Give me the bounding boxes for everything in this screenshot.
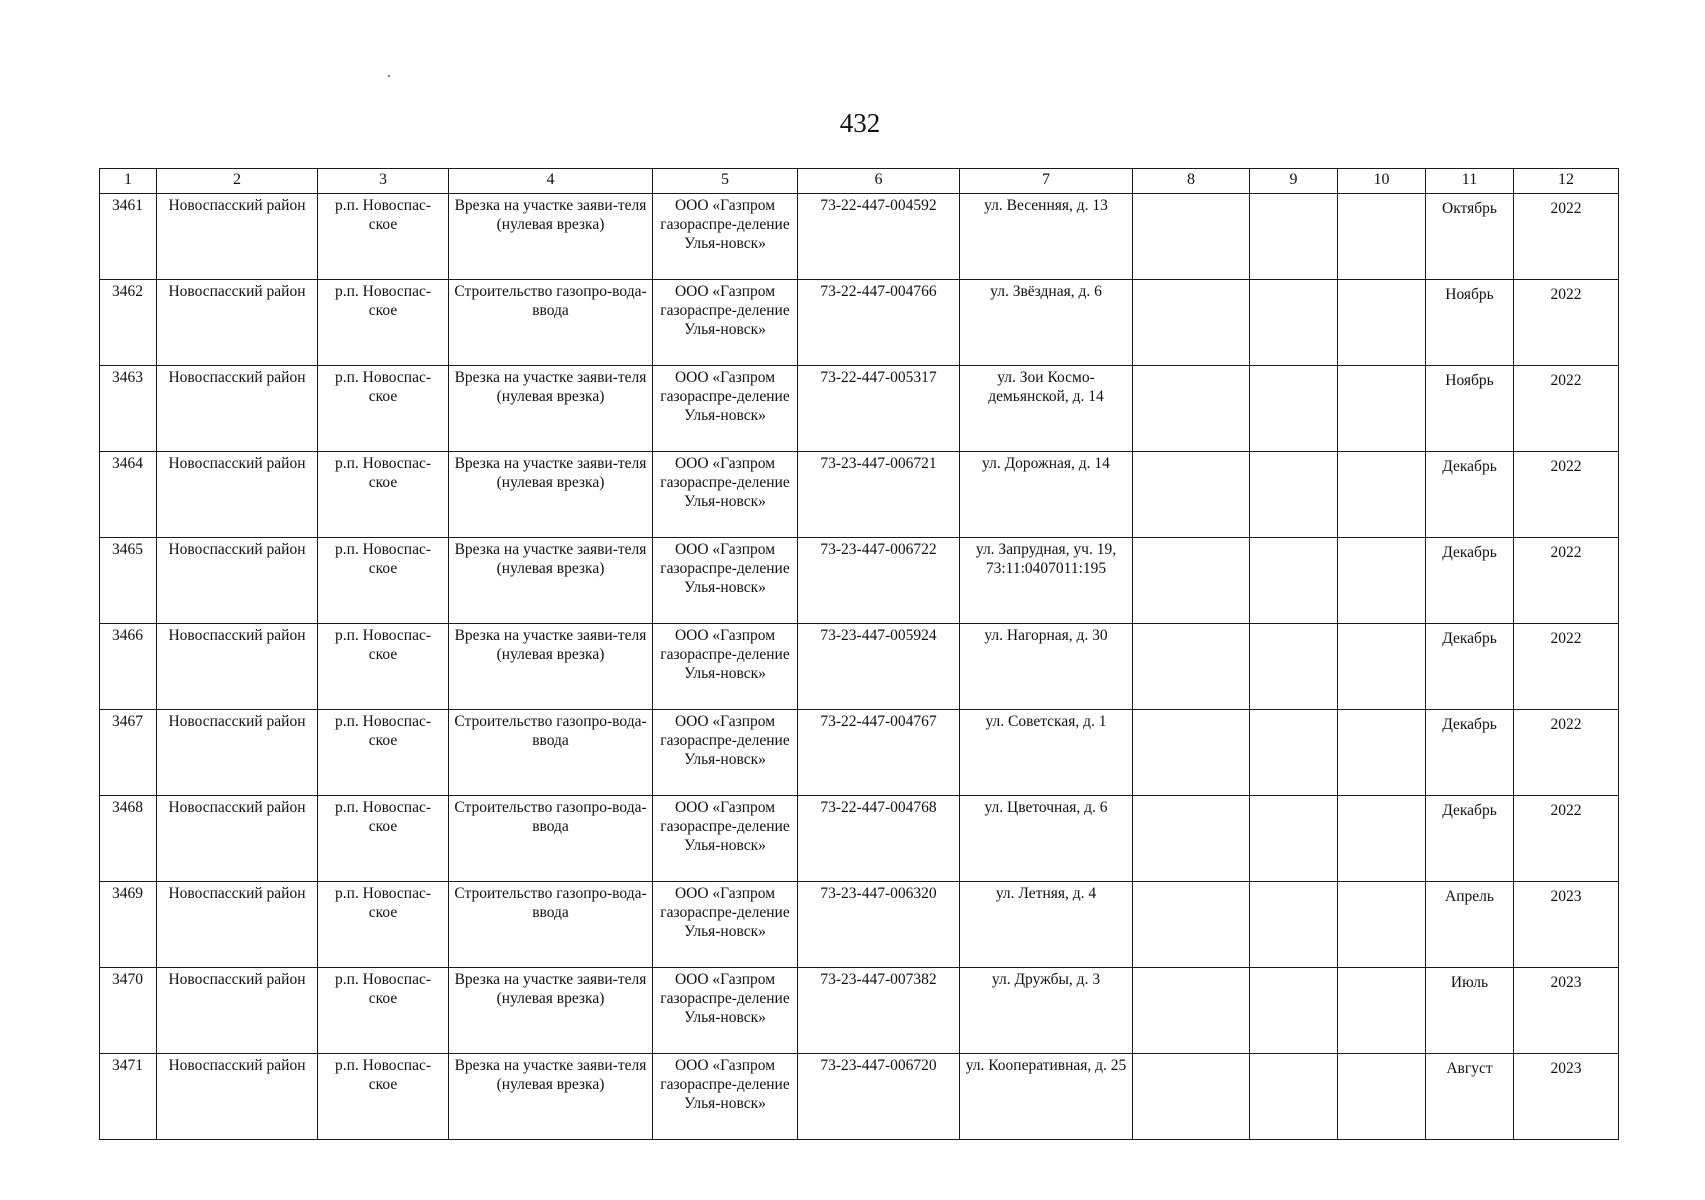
locality-cell: р.п. Новоспас-ское — [318, 194, 449, 280]
column-8-cell — [1133, 538, 1250, 624]
address-cell: ул. Звёздная, д. 6 — [960, 280, 1133, 366]
row-number: 3467 — [100, 710, 157, 796]
month-cell: Декабрь — [1426, 796, 1514, 882]
column-8-cell — [1133, 624, 1250, 710]
work-type-cell: Врезка на участке заяви-теля (нулевая врезка) — [449, 1054, 653, 1140]
object-code-cell: 73-23-447-007382 — [798, 968, 960, 1054]
column-10-cell — [1338, 366, 1426, 452]
table-row — [100, 194, 1619, 280]
row-number: 3463 — [100, 366, 157, 452]
year-cell: 2023 — [1514, 968, 1619, 1054]
column-8-cell — [1133, 366, 1250, 452]
table-row — [100, 280, 1619, 366]
locality-cell: р.п. Новоспас-ское — [318, 280, 449, 366]
column-9-cell — [1250, 452, 1338, 538]
address-cell: ул. Кооперативная, д. 25 — [960, 1054, 1133, 1140]
month-cell: Апрель — [1426, 882, 1514, 968]
column-8-cell — [1133, 194, 1250, 280]
district-cell: Новоспасский район — [157, 710, 318, 796]
object-code-cell: 73-22-447-004592 — [798, 194, 960, 280]
column-9-cell — [1250, 538, 1338, 624]
table-row — [100, 796, 1619, 882]
work-type-cell: Врезка на участке заяви-теля (нулевая врезка) — [449, 452, 653, 538]
work-type-cell: Врезка на участке заяви-теля (нулевая врезка) — [449, 538, 653, 624]
column-10-cell — [1338, 1054, 1426, 1140]
row-number: 3465 — [100, 538, 157, 624]
column-header-7: 7 — [960, 169, 1133, 194]
column-header-12: 12 — [1514, 169, 1619, 194]
work-type-cell: Строительство газопро-вода-ввода — [449, 710, 653, 796]
organization-cell: ООО «Газпром газораспре-деление Улья-новск» — [653, 538, 798, 624]
district-cell: Новоспасский район — [157, 968, 318, 1054]
locality-cell: р.п. Новоспас-ское — [318, 1054, 449, 1140]
locality-cell: р.п. Новоспас-ское — [318, 968, 449, 1054]
column-10-cell — [1338, 194, 1426, 280]
month-cell: Декабрь — [1426, 624, 1514, 710]
district-cell: Новоспасский район — [157, 624, 318, 710]
object-code-cell: 73-23-447-005924 — [798, 624, 960, 710]
organization-cell: ООО «Газпром газораспре-деление Улья-новск» — [653, 882, 798, 968]
register-table — [99, 168, 1619, 1140]
organization-cell: ООО «Газпром газораспре-деление Улья-новск» — [653, 624, 798, 710]
column-9-cell — [1250, 366, 1338, 452]
column-header-1: 1 — [100, 169, 157, 194]
column-8-cell — [1133, 968, 1250, 1054]
object-code-cell: 73-23-447-006320 — [798, 882, 960, 968]
column-10-cell — [1338, 968, 1426, 1054]
address-cell: ул. Цветочная, д. 6 — [960, 796, 1133, 882]
work-type-cell: Врезка на участке заяви-теля (нулевая врезка) — [449, 968, 653, 1054]
object-code-cell: 73-23-447-006721 — [798, 452, 960, 538]
row-number: 3468 — [100, 796, 157, 882]
row-number: 3466 — [100, 624, 157, 710]
locality-cell: р.п. Новоспас-ское — [318, 882, 449, 968]
object-code-cell: 73-22-447-004766 — [798, 280, 960, 366]
row-number: 3469 — [100, 882, 157, 968]
table-row — [100, 452, 1619, 538]
work-type-cell: Строительство газопро-вода-ввода — [449, 280, 653, 366]
address-cell: ул. Зои Космо-демьянской, д. 14 — [960, 366, 1133, 452]
organization-cell: ООО «Газпром газораспре-деление Улья-новск» — [653, 280, 798, 366]
object-code-cell: 73-22-447-004768 — [798, 796, 960, 882]
table-row — [100, 968, 1619, 1054]
row-number: 3464 — [100, 452, 157, 538]
organization-cell: ООО «Газпром газораспре-деление Улья-новск» — [653, 194, 798, 280]
table-body — [100, 194, 1619, 1140]
object-code-cell: 73-23-447-006720 — [798, 1054, 960, 1140]
district-cell: Новоспасский район — [157, 452, 318, 538]
organization-cell: ООО «Газпром газораспре-деление Улья-новск» — [653, 366, 798, 452]
header-row — [100, 169, 1619, 194]
year-cell: 2022 — [1514, 280, 1619, 366]
table-row — [100, 882, 1619, 968]
object-code-cell: 73-22-447-005317 — [798, 366, 960, 452]
column-9-cell — [1250, 1054, 1338, 1140]
column-8-cell — [1133, 1054, 1250, 1140]
column-10-cell — [1338, 710, 1426, 796]
work-type-cell: Строительство газопро-вода-ввода — [449, 882, 653, 968]
column-header-4: 4 — [449, 169, 653, 194]
district-cell: Новоспасский район — [157, 194, 318, 280]
month-cell: Декабрь — [1426, 538, 1514, 624]
column-9-cell — [1250, 624, 1338, 710]
year-cell: 2022 — [1514, 194, 1619, 280]
year-cell: 2022 — [1514, 796, 1619, 882]
locality-cell: р.п. Новоспас-ское — [318, 538, 449, 624]
locality-cell: р.п. Новоспас-ское — [318, 452, 449, 538]
table-row — [100, 1054, 1619, 1140]
year-cell: 2022 — [1514, 366, 1619, 452]
column-10-cell — [1338, 796, 1426, 882]
work-type-cell: Строительство газопро-вода-ввода — [449, 796, 653, 882]
month-cell: Декабрь — [1426, 710, 1514, 796]
organization-cell: ООО «Газпром газораспре-деление Улья-новск» — [653, 1054, 798, 1140]
column-header-11: 11 — [1426, 169, 1514, 194]
column-header-3: 3 — [318, 169, 449, 194]
district-cell: Новоспасский район — [157, 882, 318, 968]
table-row — [100, 710, 1619, 796]
address-cell: ул. Запрудная, уч. 19, 73:11:0407011:195 — [960, 538, 1133, 624]
district-cell: Новоспасский район — [157, 796, 318, 882]
year-cell: 2023 — [1514, 882, 1619, 968]
locality-cell: р.п. Новоспас-ское — [318, 624, 449, 710]
column-8-cell — [1133, 280, 1250, 366]
column-10-cell — [1338, 538, 1426, 624]
month-cell: Август — [1426, 1054, 1514, 1140]
column-10-cell — [1338, 452, 1426, 538]
column-9-cell — [1250, 968, 1338, 1054]
table-row — [100, 366, 1619, 452]
district-cell: Новоспасский район — [157, 1054, 318, 1140]
column-header-5: 5 — [653, 169, 798, 194]
column-10-cell — [1338, 624, 1426, 710]
month-cell: Ноябрь — [1426, 366, 1514, 452]
address-cell: ул. Дорожная, д. 14 — [960, 452, 1133, 538]
column-header-8: 8 — [1133, 169, 1250, 194]
address-cell: ул. Дружбы, д. 3 — [960, 968, 1133, 1054]
row-number: 3461 — [100, 194, 157, 280]
year-cell: 2023 — [1514, 1054, 1619, 1140]
work-type-cell: Врезка на участке заяви-теля (нулевая врезка) — [449, 194, 653, 280]
column-9-cell — [1250, 796, 1338, 882]
column-header-9: 9 — [1250, 169, 1338, 194]
row-number: 3471 — [100, 1054, 157, 1140]
organization-cell: ООО «Газпром газораспре-деление Улья-новск» — [653, 452, 798, 538]
table-row — [100, 538, 1619, 624]
organization-cell: ООО «Газпром газораспре-деление Улья-новск» — [653, 796, 798, 882]
page-number: 432 — [839, 108, 881, 138]
column-9-cell — [1250, 280, 1338, 366]
month-cell: Июль — [1426, 968, 1514, 1054]
column-8-cell — [1133, 452, 1250, 538]
district-cell: Новоспасский район — [157, 280, 318, 366]
column-10-cell — [1338, 882, 1426, 968]
column-9-cell — [1250, 710, 1338, 796]
month-cell: Декабрь — [1426, 452, 1514, 538]
address-cell: ул. Советская, д. 1 — [960, 710, 1133, 796]
address-cell: ул. Летняя, д. 4 — [960, 882, 1133, 968]
column-10-cell — [1338, 280, 1426, 366]
year-cell: 2022 — [1514, 710, 1619, 796]
district-cell: Новоспасский район — [157, 366, 318, 452]
table-header — [100, 169, 1619, 194]
month-cell: Ноябрь — [1426, 280, 1514, 366]
object-code-cell: 73-23-447-006722 — [798, 538, 960, 624]
column-header-6: 6 — [798, 169, 960, 194]
address-cell: ул. Весенняя, д. 13 — [960, 194, 1133, 280]
column-8-cell — [1133, 882, 1250, 968]
organization-cell: ООО «Газпром газораспре-деление Улья-новск» — [653, 710, 798, 796]
work-type-cell: Врезка на участке заяви-теля (нулевая врезка) — [449, 624, 653, 710]
table-row — [100, 624, 1619, 710]
work-type-cell: Врезка на участке заяви-теля (нулевая врезка) — [449, 366, 653, 452]
address-cell: ул. Нагорная, д. 30 — [960, 624, 1133, 710]
year-cell: 2022 — [1514, 538, 1619, 624]
object-code-cell: 73-22-447-004767 — [798, 710, 960, 796]
column-9-cell — [1250, 194, 1338, 280]
row-number: 3462 — [100, 280, 157, 366]
locality-cell: р.п. Новоспас-ское — [318, 710, 449, 796]
column-8-cell — [1133, 796, 1250, 882]
scan-speck — [388, 75, 390, 77]
district-cell: Новоспасский район — [157, 538, 318, 624]
year-cell: 2022 — [1514, 452, 1619, 538]
month-cell: Октябрь — [1426, 194, 1514, 280]
column-9-cell — [1250, 882, 1338, 968]
locality-cell: р.п. Новоспас-ское — [318, 366, 449, 452]
locality-cell: р.п. Новоспас-ское — [318, 796, 449, 882]
year-cell: 2022 — [1514, 624, 1619, 710]
column-8-cell — [1133, 710, 1250, 796]
column-header-2: 2 — [157, 169, 318, 194]
organization-cell: ООО «Газпром газораспре-деление Улья-новск» — [653, 968, 798, 1054]
column-header-10: 10 — [1338, 169, 1426, 194]
row-number: 3470 — [100, 968, 157, 1054]
